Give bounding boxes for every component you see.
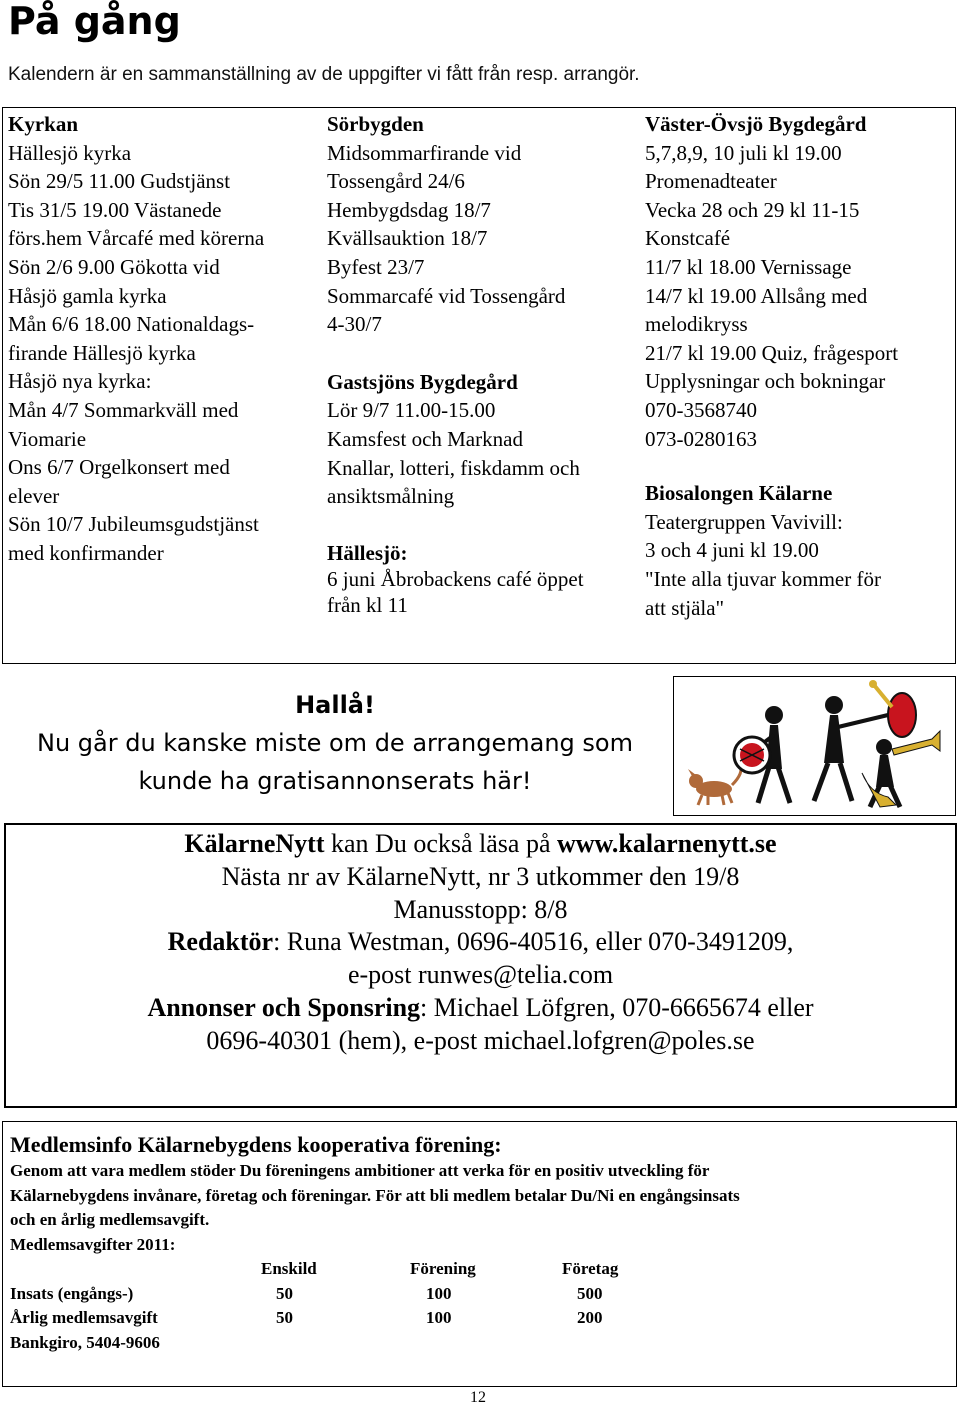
event-line: förs.hem Vårcafé med körerna [8,226,265,251]
spacer [645,453,955,479]
spacer [327,511,637,540]
info-line: 0696-40301 (hem), e-post michael.lofgren@poles.se [206,1025,755,1055]
event-line: att stjäla" [645,595,725,620]
event-line: elever [8,483,60,508]
event-line: 5,7,8,9, 10 juli kl 19.00 [645,140,842,165]
event-line: Kamsfest och Marknad [327,426,523,451]
event-line: 070-3568740 [645,397,757,422]
event-line: ansiktsmålning [327,484,455,509]
ad-line: kunde ha gratisannonserats här! [138,767,532,795]
horn-player-figure-icon [862,731,940,807]
event-line: Hembygdsdag 18/7 [327,197,491,222]
column-heading: Biosalongen Kälarne [645,481,833,506]
intro-text: Kalendern är en sammanställning av de uppgifter vi fått från resp. arrangör. [8,64,640,85]
marching-band-icon [674,677,954,814]
column-heading: Hällesjö: [327,540,408,565]
newsletter-info [4,828,957,1058]
event-line: Hällesjö kyrka [8,140,132,165]
website-link[interactable]: www.kalarnenytt.se [557,829,777,858]
fees-row [10,1282,950,1307]
ads-label: Annonser och Sponsring [147,992,421,1022]
column-heading: Väster-Övsjö Bygdegård [645,112,867,136]
event-line: Sön 2/6 9.00 Gökotta vid [8,254,220,279]
fee-value: 50 [276,1308,293,1327]
fee-column-header: Företag [562,1259,619,1278]
page-number: 12 [470,1389,486,1406]
event-line: Byfest 23/7 [327,254,425,279]
info-text: : Runa Westman, 0696-40516, eller 070-3491209, [273,927,794,957]
event-line: Sommarcafé vid Tossengård [327,283,566,308]
column-heading: Sörbygden [327,112,424,136]
fee-value: 100 [426,1283,452,1303]
info-line [4,992,957,1025]
column-heading: Gastsjöns Bygdegård [327,369,518,394]
calendar-column-vaster-ovsjo [645,110,955,622]
event-line: Viomarie [8,426,87,451]
event-line: Sön 10/7 Jubileumsgudstjänst [8,512,259,537]
page-title: På gång [8,0,181,43]
member-heading: Medlemsinfo Kälarnebygdens kooperativa förening: [10,1132,502,1157]
event-line: med konfirmander [8,540,164,565]
event-line: "Inte alla tjuvar kommer för [645,566,881,591]
fee-value: 200 [577,1308,603,1327]
event-line: från kl 11 [327,592,408,617]
calendar-column-sorbygden [327,110,637,618]
spacer [327,339,637,368]
newsletter-name: KälarneNytt [184,829,325,858]
ad-headline: Hallå! [295,691,375,719]
editor-label: Redaktör [167,927,274,957]
event-line: Teatergruppen Vavivill: [645,509,843,534]
info-line [4,828,957,861]
event-line: 14/7 kl 19.00 Allsång med [645,283,868,308]
event-line: 4-30/7 [327,312,382,337]
calendar-column-kyrkan [8,110,318,568]
fee-column-header: Förening [410,1259,476,1278]
info-text: : Michael Löfgren, 070-6665674 eller [420,992,814,1022]
event-line: Kvällsauktion 18/7 [327,226,488,251]
event-line: melodikryss [645,312,748,337]
event-line: 6 juni Åbrobackens café öppet [327,566,584,591]
fee-column-header: Enskild [261,1259,317,1278]
event-line: Håsjö gamla kyrka [8,283,167,308]
fee-row-label: Insats (engångs-) [10,1283,134,1303]
member-info [10,1131,950,1355]
event-line: Knallar, lotteri, fiskdamm och [327,455,580,480]
marching-band-illustration [673,676,956,816]
event-line: Ons 6/7 Orgelkonsert med [8,455,230,480]
bass-drummer-figure-icon [814,680,916,801]
ad-promo-text [0,686,670,800]
info-line: Manusstopp: 8/8 [393,894,568,924]
event-line: Sön 29/5 11.00 Gudstjänst [8,169,231,194]
event-line: Tis 31/5 19.00 Västanede [8,197,222,222]
fees-title: Medlemsavgifter 2011: [10,1234,176,1254]
event-line: Tossengård 24/6 [327,169,465,194]
fees-header-row [10,1257,950,1282]
bankgiro: Bankgiro, 5404-9606 [10,1332,160,1352]
event-line: Promenadteater [645,169,777,194]
ad-line: Nu går du kanske miste om de arrangemang som [37,729,633,757]
fee-row-label: Årlig medlemsavgift [10,1308,158,1327]
fees-row [10,1306,950,1331]
info-line: Nästa nr av KälarneNytt, nr 3 utkommer den 19/8 [221,861,740,891]
event-line: firande Hällesjö kyrka [8,340,196,365]
dog-icon [688,765,741,805]
fee-value: 500 [577,1283,603,1303]
member-paragraph-line: Genom att vara medlem stöder Du föreningens ambitioner att verka för en positiv utveckling för [10,1161,710,1180]
fee-value: 50 [276,1283,293,1303]
info-text: kan Du också läsa på [324,829,557,858]
fee-value: 100 [426,1308,452,1327]
info-line [4,926,957,959]
event-line: 3 och 4 juni kl 19.00 [645,538,819,563]
drummer-figure-icon [734,706,790,803]
event-line: Mån 6/6 18.00 Nationaldags- [8,312,255,337]
info-line: e-post runwes@telia.com [347,960,614,990]
event-line: Vecka 28 och 29 kl 11-15 [645,197,860,222]
event-line: Håsjö nya kyrka: [8,369,152,394]
event-line: Upplysningar och bokningar [645,369,886,394]
event-line: Konstcafé [645,226,731,251]
event-line: 073-0280163 [645,426,757,451]
event-line: Mån 4/7 Sommarkväll med [8,397,239,422]
member-paragraph-line: Kälarnebygdens invånare, företag och föreningar. För att bli medlem betalar Du/Ni en engångsinsats [10,1185,740,1205]
event-line: 21/7 kl 19.00 Quiz, frågesport [645,340,899,365]
event-line: Lör 9/7 11.00-15.00 [327,398,496,423]
member-paragraph-line: och en årlig medlemsavgift. [10,1210,210,1229]
column-heading: Kyrkan [8,112,79,136]
event-line: Midsommarfirande vid [327,140,522,165]
event-line: 11/7 kl 18.00 Vernissage [645,254,852,279]
